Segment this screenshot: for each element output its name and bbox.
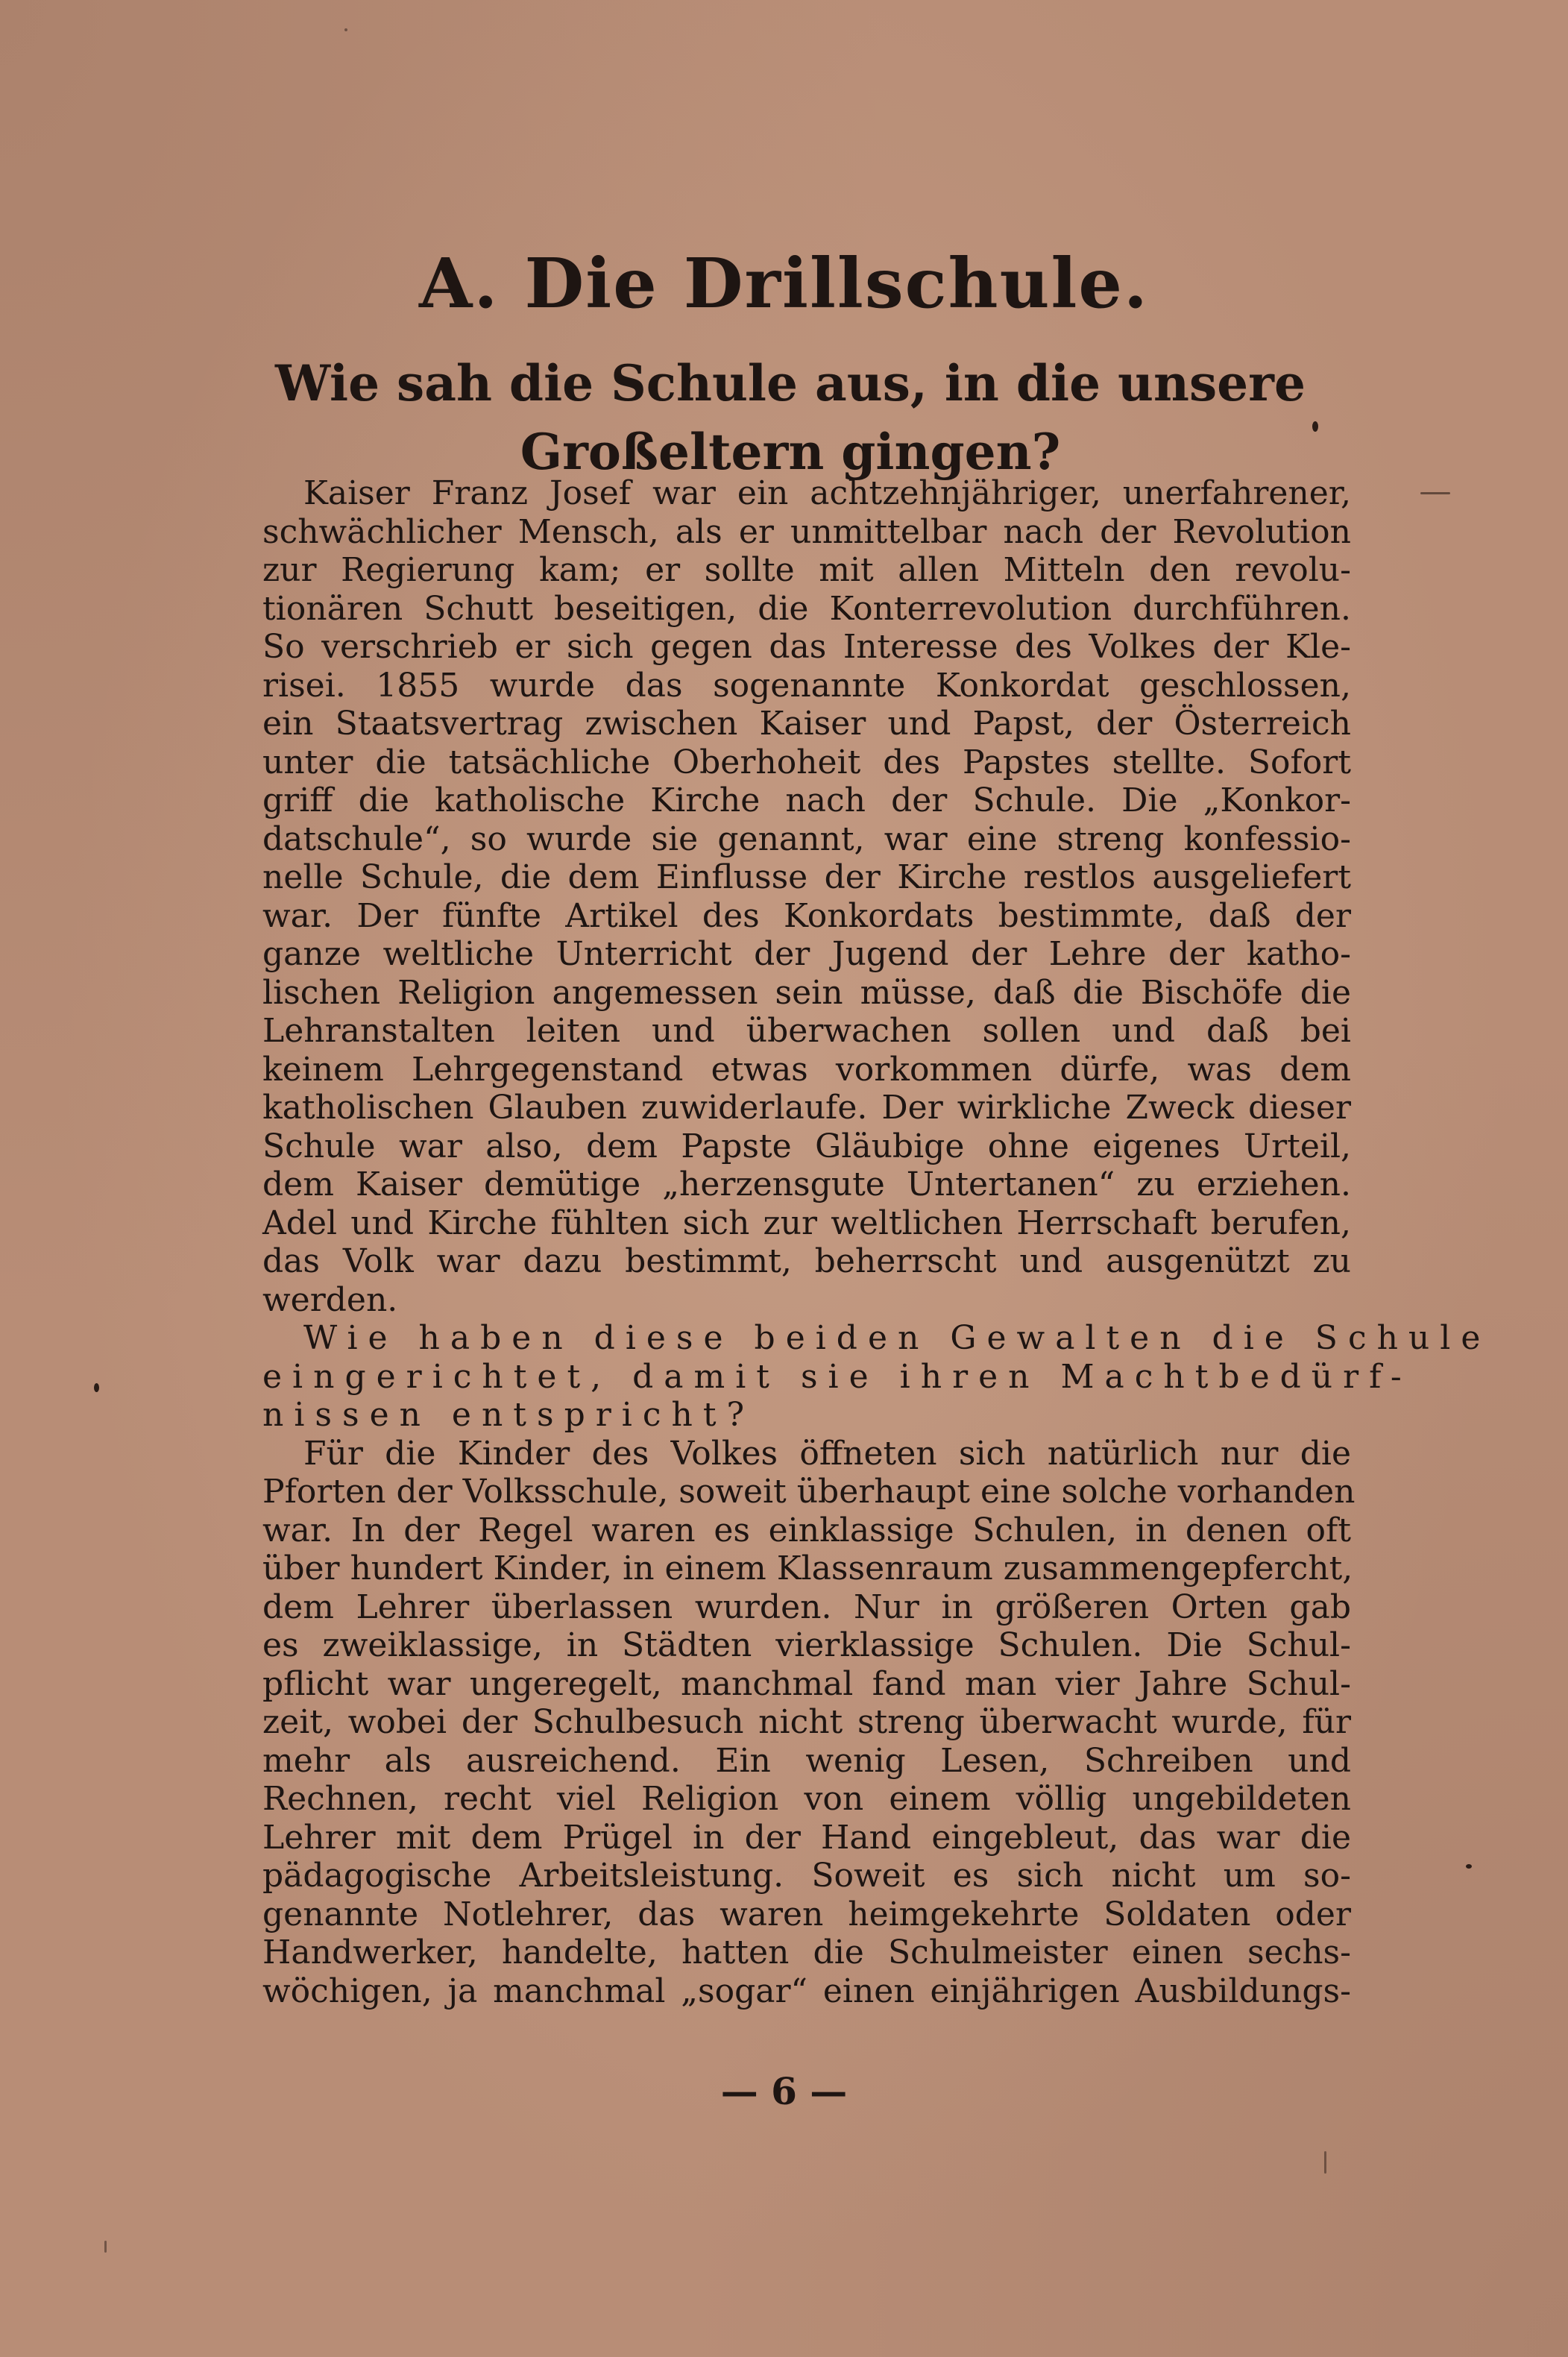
text-line: zeit, wobei der Schulbesuch nicht streng überwacht wurde, für bbox=[262, 1703, 1351, 1741]
text-line: dem Kaiser demütige „herzensgute Untertanen“ zu erziehen. bbox=[262, 1165, 1351, 1203]
text-line: Lehranstalten leiten und überwachen sollen und daß bei bbox=[262, 1012, 1351, 1050]
text-line: unter die tatsächliche Oberhoheit des Papstes stellte. Sofort bbox=[262, 743, 1351, 781]
text-line: das Volk war dazu bestimmt, beherrscht und ausgenützt zu bbox=[262, 1242, 1351, 1280]
text-line: genannte Notlehrer, das waren heimgekehrte Soldaten oder bbox=[262, 1895, 1351, 1933]
text-line: war. Der fünfte Artikel des Konkordats bestimmte, daß der bbox=[262, 896, 1351, 935]
chapter-title: A. Die Drillschule. bbox=[419, 243, 1149, 324]
text-line: Pforten der Volksschule, soweit überhaupt eine solche vorhanden bbox=[262, 1473, 1356, 1511]
text-line-spaced: Wie haben diese beiden Gewalten die Schule bbox=[303, 1319, 1491, 1357]
text-line: es zweiklassige, in Städten vierklassige Schulen. Die Schul- bbox=[262, 1626, 1351, 1664]
text-line: werden. bbox=[262, 1280, 398, 1319]
text-line: risei. 1855 wurde das sogenannte Konkordat geschlossen, bbox=[262, 666, 1351, 705]
paper-speck bbox=[1466, 1864, 1472, 1869]
text-line: über hundert Kinder, in einem Klassenraum zusammengepfercht, bbox=[262, 1549, 1353, 1587]
text-line: Handwerker, handelte, hatten die Schulmeister einen sechs- bbox=[262, 1933, 1351, 1971]
body-text bbox=[262, 474, 1491, 2010]
section-heading-line-2: Großeltern gingen? bbox=[520, 423, 1061, 481]
text-line: keinem Lehrgegenstand etwas vorkommen dürfe, was dem bbox=[262, 1050, 1351, 1089]
text-line: Adel und Kirche fühlten sich zur weltlichen Herrschaft berufen, bbox=[262, 1203, 1351, 1242]
text-line: wöchigen, ja manchmal „sogar“ einen einjährigen Ausbildungs- bbox=[262, 1971, 1351, 2010]
paragraph-volksschule bbox=[262, 1434, 1356, 2011]
text-line: mehr als ausreichend. Ein wenig Lesen, Schreiben und bbox=[262, 1741, 1351, 1780]
text-line-spaced: nissen entspricht? bbox=[262, 1396, 755, 1434]
text-line: katholischen Glauben zuwiderlaufe. Der wirkliche Zweck dieser bbox=[262, 1089, 1351, 1127]
text-line: zur Regierung kam; er sollte mit allen Mitteln den revolu- bbox=[262, 551, 1351, 589]
text-line: Für die Kinder des Volkes öffneten sich natürlich nur die bbox=[303, 1434, 1351, 1473]
paper-speck bbox=[344, 28, 347, 31]
text-line: datschule“, so wurde sie genannt, war eine streng konfessio- bbox=[262, 819, 1351, 858]
paper-speck bbox=[1324, 2151, 1326, 2174]
section-heading-line-1: Wie sah die Schule aus, in die unsere bbox=[275, 354, 1306, 412]
text-line: lischen Religion angemessen sein müsse, daß die Bischöfe die bbox=[262, 973, 1351, 1012]
text-line: Kaiser Franz Josef war ein achtzehnjähriger, unerfahrener, bbox=[303, 474, 1351, 512]
page-number: — 6 — bbox=[720, 2069, 848, 2113]
section-heading bbox=[246, 349, 1335, 486]
text-line: nelle Schule, die dem Einflusse der Kirche restlos ausgeliefert bbox=[262, 858, 1351, 896]
text-line: Rechnen, recht viel Religion von einem völlig ungebildeten bbox=[262, 1780, 1351, 1818]
paper-speck bbox=[1420, 492, 1450, 494]
text-line: Lehrer mit dem Prügel in der Hand eingebleut, das war die bbox=[262, 1818, 1351, 1857]
paper-speck bbox=[104, 2241, 107, 2253]
paper-speck bbox=[94, 1383, 99, 1392]
text-line: pflicht war ungeregelt, manchmal fand man vier Jahre Schul- bbox=[262, 1664, 1351, 1703]
text-line: So verschrieb er sich gegen das Interesse des Volkes der Kle- bbox=[262, 628, 1351, 666]
text-line: ganze weltliche Unterricht der Jugend der Lehre der katho- bbox=[262, 935, 1351, 973]
text-line-spaced: eingerichtet, damit sie ihren Machtbedürf- bbox=[262, 1357, 1412, 1396]
text-line: pädagogische Arbeitsleistung. Soweit es sich nicht um so- bbox=[262, 1857, 1351, 1895]
text-line: ein Staatsvertrag zwischen Kaiser und Papst, der Österreich bbox=[262, 705, 1351, 743]
paragraph-konkordat bbox=[262, 474, 1351, 1319]
text-line: schwächlicher Mensch, als er unmittelbar nach der Revolution bbox=[262, 512, 1351, 551]
text-line: war. In der Regel waren es einklassige Schulen, in denen oft bbox=[262, 1511, 1351, 1549]
text-line: dem Lehrer überlassen wurden. Nur in größeren Orten gab bbox=[262, 1587, 1351, 1626]
text-line: griff die katholische Kirche nach der Schule. Die „Konkor- bbox=[262, 781, 1351, 819]
text-line: Schule war also, dem Papste Gläubige ohne eigenes Urteil, bbox=[262, 1127, 1351, 1165]
text-line: tionären Schutt beseitigen, die Konterrevolution durchführen. bbox=[262, 589, 1351, 628]
paragraph-question bbox=[262, 1319, 1491, 1435]
paper-speck bbox=[1312, 421, 1318, 432]
